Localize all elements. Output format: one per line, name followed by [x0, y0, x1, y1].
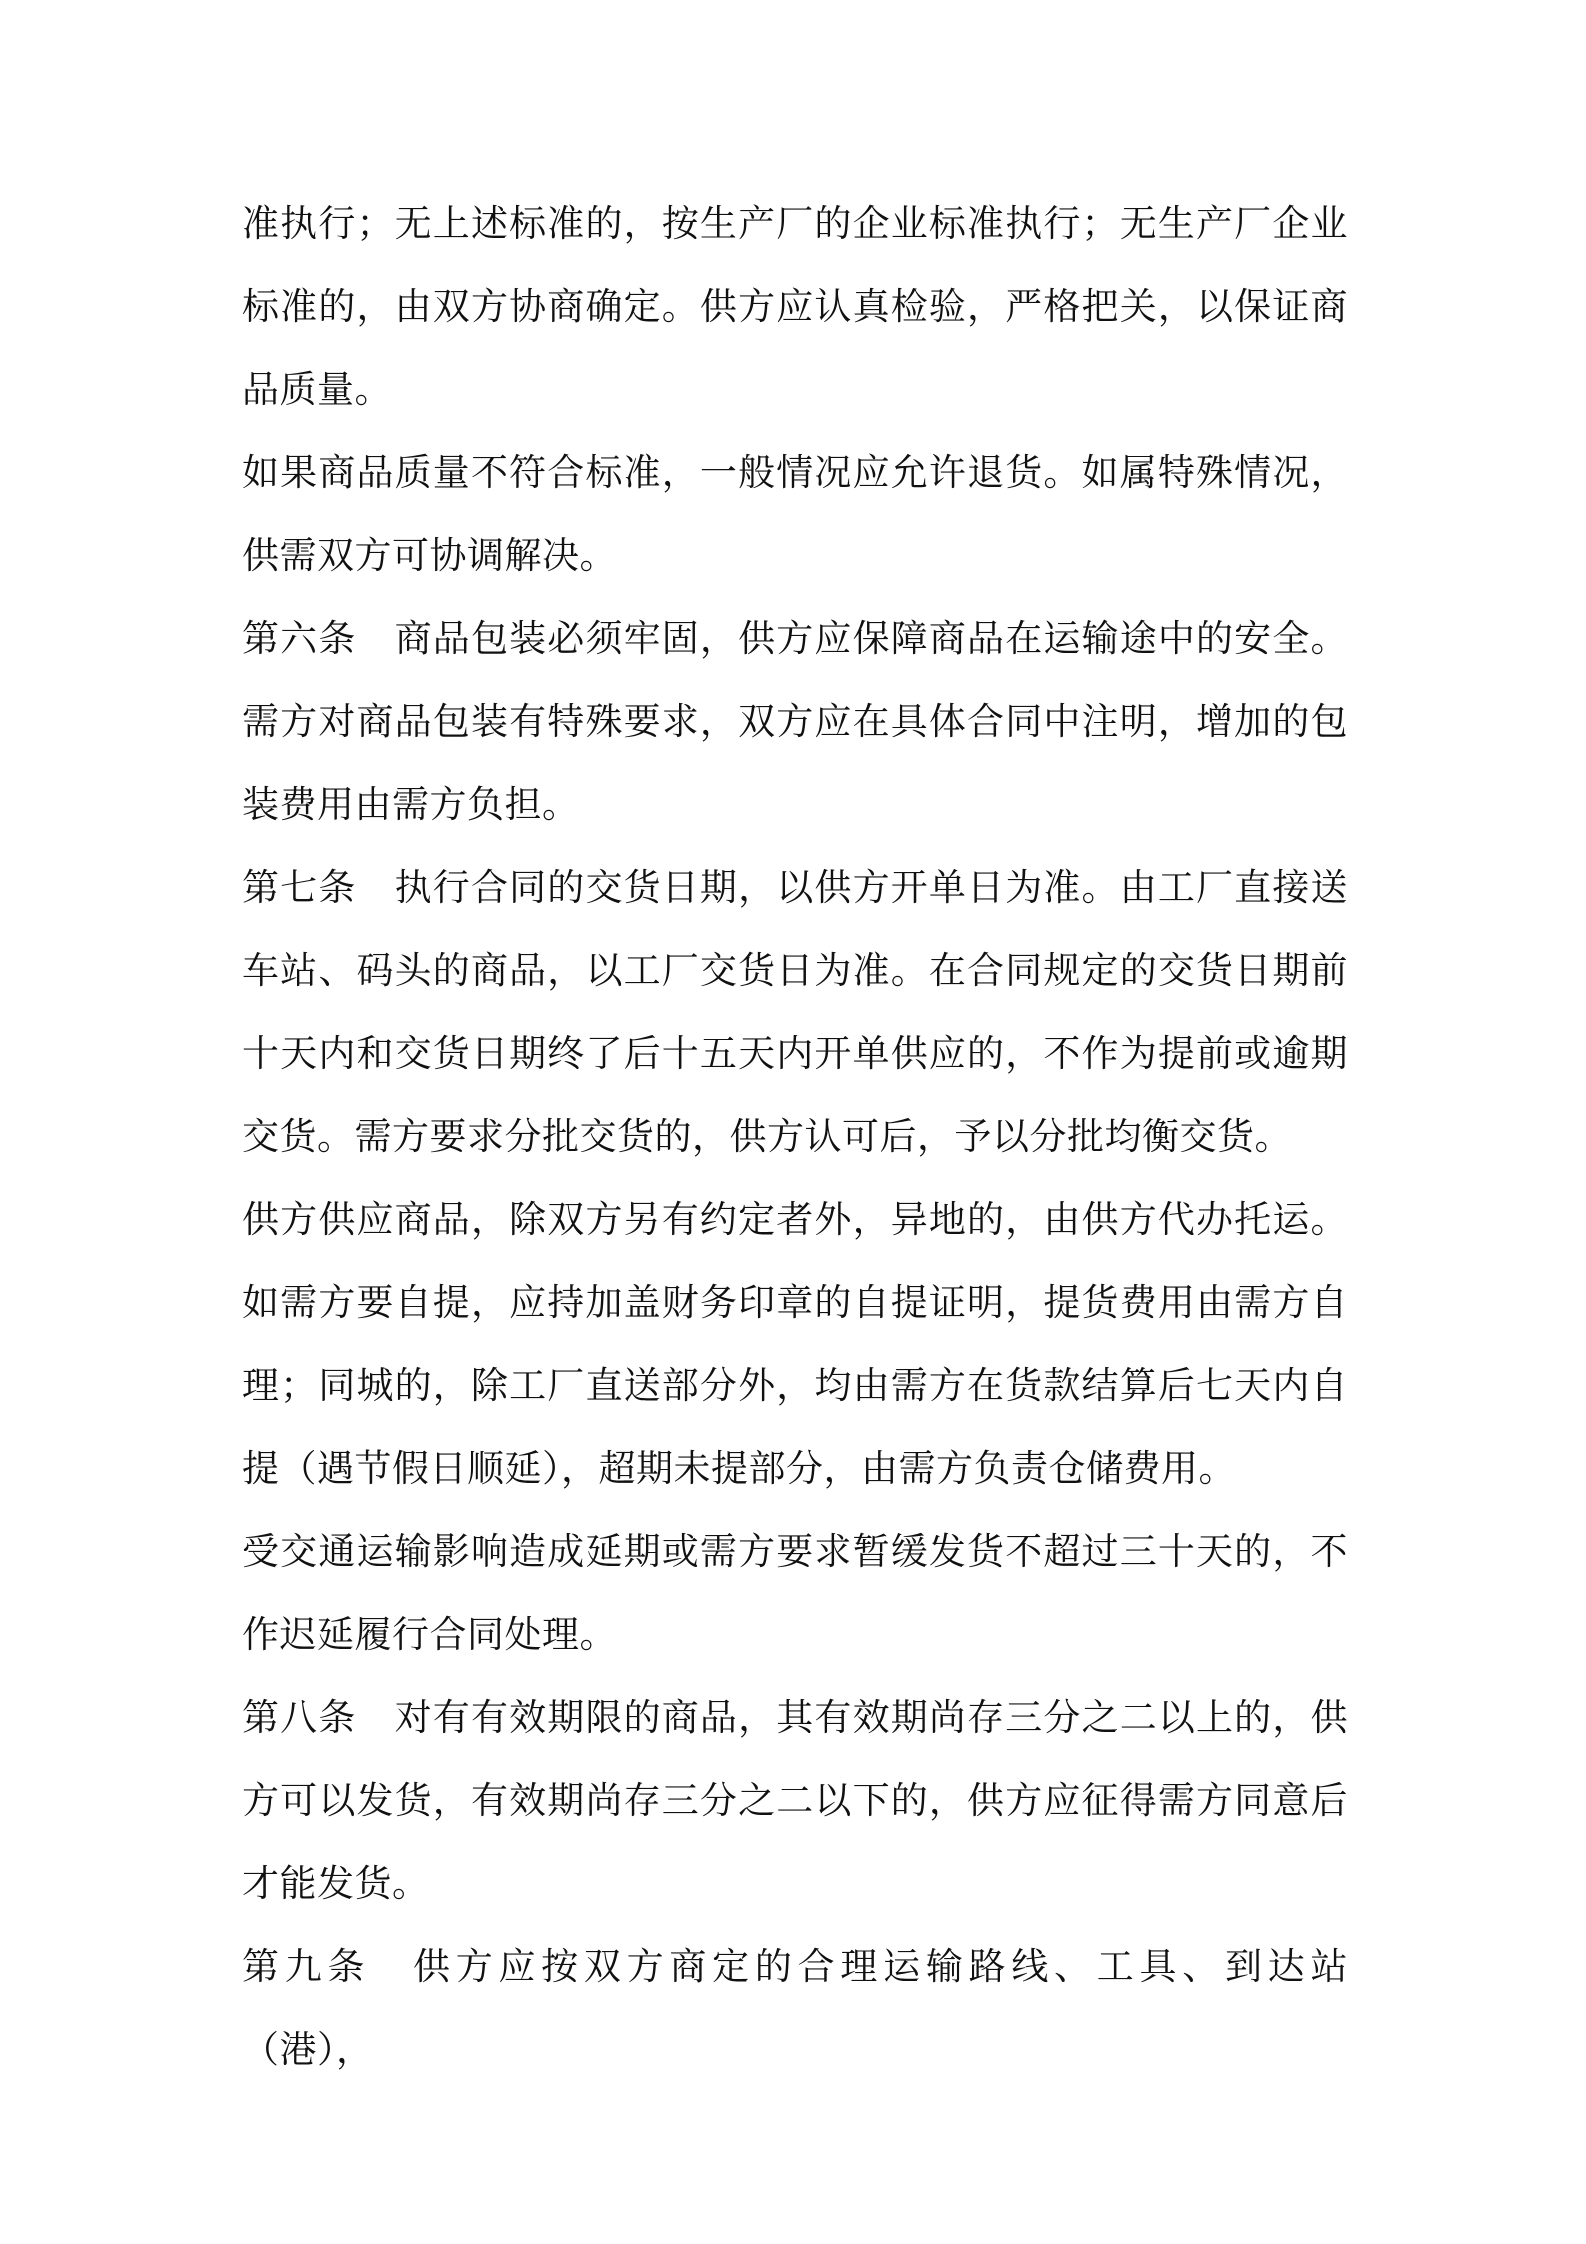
paragraph-transport-delay: 受交通运输影响造成延期或需方要求暂缓发货不超过三十天的，不作迟延履行合同处理。: [242, 1530, 1348, 1656]
paragraph-article-6: 第六条 商品包装必须牢固，供方应保障商品在运输途中的安全。需方对商品包装有特殊要求，双方应在具体合同中注明，增加的包装费用由需方负担。: [242, 617, 1348, 826]
paragraph-quality-standard: 准执行；无上述标准的，按生产厂的企业标准执行；无生产厂企业标准的，由双方协商确定。供方应认真检验，严格把关，以保证商品质量。: [242, 202, 1348, 411]
paragraph-shipping: 供方供应商品，除双方另有约定者外，异地的，由供方代办托运。如需方要自提，应持加盖财务印章的自提证明，提货费用由需方自理；同城的，除工厂直送部分外，均由需方在货款结算后七天内自提（遇节假日顺延），超期未提部分，由需方负责仓储费用。: [242, 1198, 1348, 1490]
paragraph-article-9: 第九条 供方应按双方商定的合理运输路线、工具、到达站（港），: [242, 1945, 1348, 2071]
paragraph-article-7: 第七条 执行合同的交货日期，以供方开单日为准。由工厂直接送车站、码头的商品，以工厂交货日为准。在合同规定的交货日期前十天内和交货日期终了后十五天内开单供应的，不作为提前或逾期交货。需方要求分批交货的，供方认可后，予以分批均衡交货。: [242, 866, 1348, 1158]
paragraph-return-goods: 如果商品质量不符合标准，一般情况应允许退货。如属特殊情况，供需双方可协调解决。: [242, 451, 1348, 577]
document-body: [242, 182, 1348, 2091]
paragraph-article-8: 第八条 对有有效期限的商品，其有效期尚存三分之二以上的，供方可以发货，有效期尚存三分之二以下的，供方应征得需方同意后才能发货。: [242, 1696, 1348, 1905]
